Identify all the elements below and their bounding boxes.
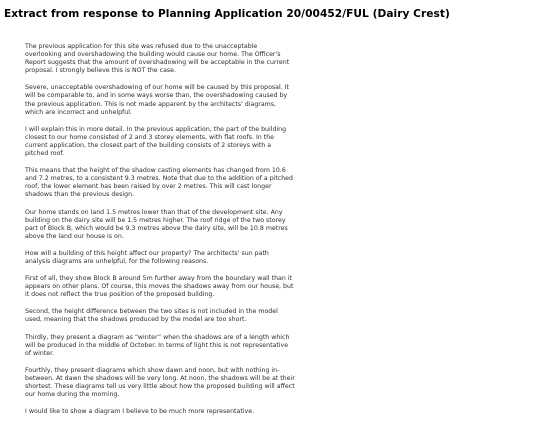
paragraph: I will explain this in more detail. In the previous application, the part of the building closest to our home consisted of 2 and 3 storey elements, with flat roofs. In the current application, the closest part of the building consists of 2 storeys with a pitched roof. — [25, 125, 287, 158]
paragraph: The previous application for this site was refused due to the unacceptable overlooking and overshadowing the building would cause our home. The Officer's Report suggests that the amount of overshadowing will be acceptable in the current proposal. I strongly believe this is NOT the case. — [25, 43, 290, 75]
paragraph: First of all, they show Block B around 5m further away from the boundary wall than it appears on other plans. Of course, this moves the shadows away from our house, but it does not reflect the true position of the proposed building. — [25, 275, 294, 299]
paragraph: Severe, unacceptable overshadowing of our home will be caused by this proposal. It will be comparable to, and in some ways worse than, the overshadowing caused by the previous application. This is not made apparent by the architects' diagrams, which are incorrect and unhelpful. — [25, 84, 289, 116]
paragraph: Second, the height difference between the two sites is not included in the model used, meaning that the shadows produced by the model are too short. — [25, 308, 278, 324]
paragraph: How will a building of this height affect our property? The architects' sun path analysis diagrams are unhelpful, for the following reasons. — [25, 249, 269, 265]
paragraph: I would like to show a diagram I believe to be much more representative. — [25, 408, 255, 416]
paragraph: Thirdly, they present a diagram as “winter” when the shadows are of a length which will be produced in the middle of October. In terms of light this is not representative of winter. — [25, 333, 290, 357]
paragraph: Our home stands on land 1.5 metres lower than that of the development site. Any building on the dairy site will be 1.5 metres higher. The roof ridge of the two storey part of Block B, which would be 9.3 metres above the dairy site, will be 10.8 metres above the land our house is on. — [25, 208, 288, 240]
document-body — [25, 43, 295, 425]
paragraph: This means that the height of the shadow casting elements has changed from 10.6 and 7.2 metres, to a consistent 9.3 metres. Note that due to the addition of a pitched roof, the lower element has been raised by over 2 metres. This will cast longer shadows than the previous design. — [25, 167, 293, 199]
paragraph: Fourthly, they present diagrams which show dawn and noon, but with nothing in-between. At dawn the shadows will be very long. At noon, the shadows will be at their shortest. These diagrams tell us very little about how the proposed building will affect our home during the morning. — [25, 366, 295, 399]
document-title: Extract from response to Planning Application 20/00452/FUL (Dairy Crest) — [4, 8, 450, 20]
